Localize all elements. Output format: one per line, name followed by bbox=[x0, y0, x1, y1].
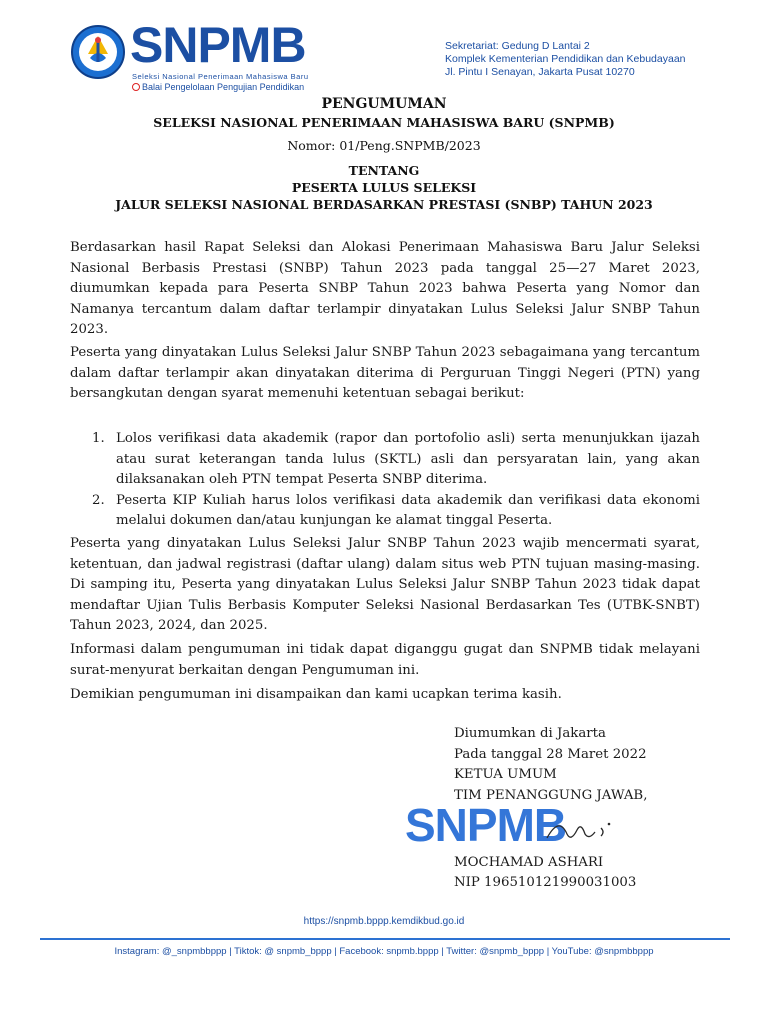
subtagline-text: Balai Pengelolaan Pengujian Pendidikan bbox=[142, 82, 305, 92]
footer-social-links: Instagram: @_snpmbbppp | Tiktok: @ snpmb_bppp | Facebook: snpmb.bppp | Twitter: @snpmb_bppp | YouTube: @snpmbbppp bbox=[114, 946, 654, 957]
brand-name: SNPMB bbox=[130, 17, 306, 73]
announcement-subheading: SELEKSI NASIONAL PENERIMAAN MAHASISWA BARU (SNPMB) bbox=[153, 115, 615, 130]
secretariat-address bbox=[445, 40, 686, 79]
list-item bbox=[70, 491, 700, 532]
signer-nip: NIP 196510121990031003 bbox=[454, 875, 637, 890]
address-line: Jl. Pintu I Senayan, Jakarta Pusat 10270 bbox=[445, 66, 635, 78]
signer-details bbox=[454, 853, 636, 893]
paragraph-3: Peserta yang dinyatakan Lulus Seleksi Jalur SNBP Tahun 2023 wajib mencermati syarat, ketentuan, dan jadwal registrasi (daftar ulang) dalam situs web PTN tujuan masing-masing. Di samping itu, Peserta yang dinyatakan Lulus Seleksi Jalur SNBP Tahun 2023 tidak dapat mendaftar Ujian Tulis Berbasis Komputer Seleksi Nasional Berdasarkan Tes (UTBK-SNBT) Tahun 2023, 2024, dan 2025. bbox=[70, 536, 700, 633]
handwritten-signature-icon bbox=[545, 810, 625, 850]
signature-date: Pada tanggal 28 Maret 2022 bbox=[454, 746, 647, 762]
signature-role: KETUA UMUM bbox=[454, 767, 557, 782]
signature-role: TIM PENANGGUNG JAWAB, bbox=[454, 787, 648, 803]
footer-website-link[interactable]: https://snpmb.bppp.kemdikbud.go.id bbox=[303, 916, 465, 927]
paragraph-4: Informasi dalam pengumuman ini tidak dapat diganggu gugat dan SNPMB tidak melayani surat-menyurat berkaitan dengan Pengumuman ini. bbox=[70, 642, 700, 678]
paragraph-1: Berdasarkan hasil Rapat Seleksi dan Alokasi Penerimaan Mahasiswa Baru Jalur Seleksi Nasional Berbasis Prestasi (SNBP) Tahun 2023 pada tanggal 25—27 Maret 2023, diumumkan kepada para Peserta SNBP Tahun 2023 bahwa Peserta yang Nomor dan Namanya tercantum dalam daftar terlampir dinyatakan Lulus Seleksi Jalur SNBP Tahun 2023. bbox=[70, 240, 700, 337]
paragraph-2: Peserta yang dinyatakan Lulus Seleksi Jalur SNBP Tahun 2023 sebagaimana yang tercantum dalam daftar terlampir akan dinyatakan diterima di Perguruan Tinggi Negeri (PTN) yang bersangkutan dengan syarat memenuhi ketentuan sebagai berikut: bbox=[70, 345, 700, 401]
address-line: Sekretariat: Gedung D Lantai 2 bbox=[445, 40, 590, 52]
stamp-brand: SNPMB bbox=[405, 799, 567, 851]
announcement-number: Nomor: 01/Peng.SNPMB/2023 bbox=[287, 138, 481, 153]
official-stamp bbox=[405, 800, 625, 852]
brand-tagline: Seleksi Nasional Penerimaan Mahasiswa Baru bbox=[132, 72, 309, 81]
list-item bbox=[70, 429, 700, 491]
footer-divider bbox=[40, 938, 730, 940]
paragraph-5: Demikian pengumuman ini disampaikan dan kami ucapkan terima kasih. bbox=[70, 687, 562, 702]
address-line: Komplek Kementerian Pendidikan dan Kebudayaan bbox=[445, 53, 686, 65]
list-text: Lolos verifikasi data akademik (rapor dan portofolio asli) serta menunjukkan ijazah atau surat keterangan tanda lulus (SKTL) asli dan persyaratan lain, yang akan dilaksanakan oleh PTN tempat Peserta SNBP diterima. bbox=[116, 431, 700, 487]
list-text: Peserta KIP Kuliah harus lolos verifikasi data akademik dan verifikasi data ekonomi melalui dokumen dan/atau kunjungan ke alamat tinggal Peserta. bbox=[116, 492, 700, 528]
requirements-list bbox=[70, 429, 700, 532]
about-label: TENTANG bbox=[348, 163, 420, 178]
list-number: 2. bbox=[92, 492, 105, 508]
tut-wuri-handayani-emblem-icon bbox=[70, 24, 126, 80]
signer-name: MOCHAMAD ASHARI bbox=[454, 855, 604, 870]
announcement-heading: PENGUMUMAN bbox=[321, 96, 447, 112]
subject-line-1: PESERTA LULUS SELEKSI bbox=[291, 180, 477, 195]
signature-place: Diumumkan di Jakarta bbox=[454, 726, 606, 741]
list-number: 1. bbox=[92, 431, 105, 446]
subject-line-2: JALUR SELEKSI NASIONAL BERDASARKAN PRESTASI (SNBP) TAHUN 2023 bbox=[115, 197, 653, 212]
signature-block bbox=[454, 724, 647, 806]
bppp-mark-icon bbox=[132, 83, 140, 91]
brand-subtagline bbox=[132, 82, 304, 92]
snpmb-logo bbox=[70, 17, 310, 92]
